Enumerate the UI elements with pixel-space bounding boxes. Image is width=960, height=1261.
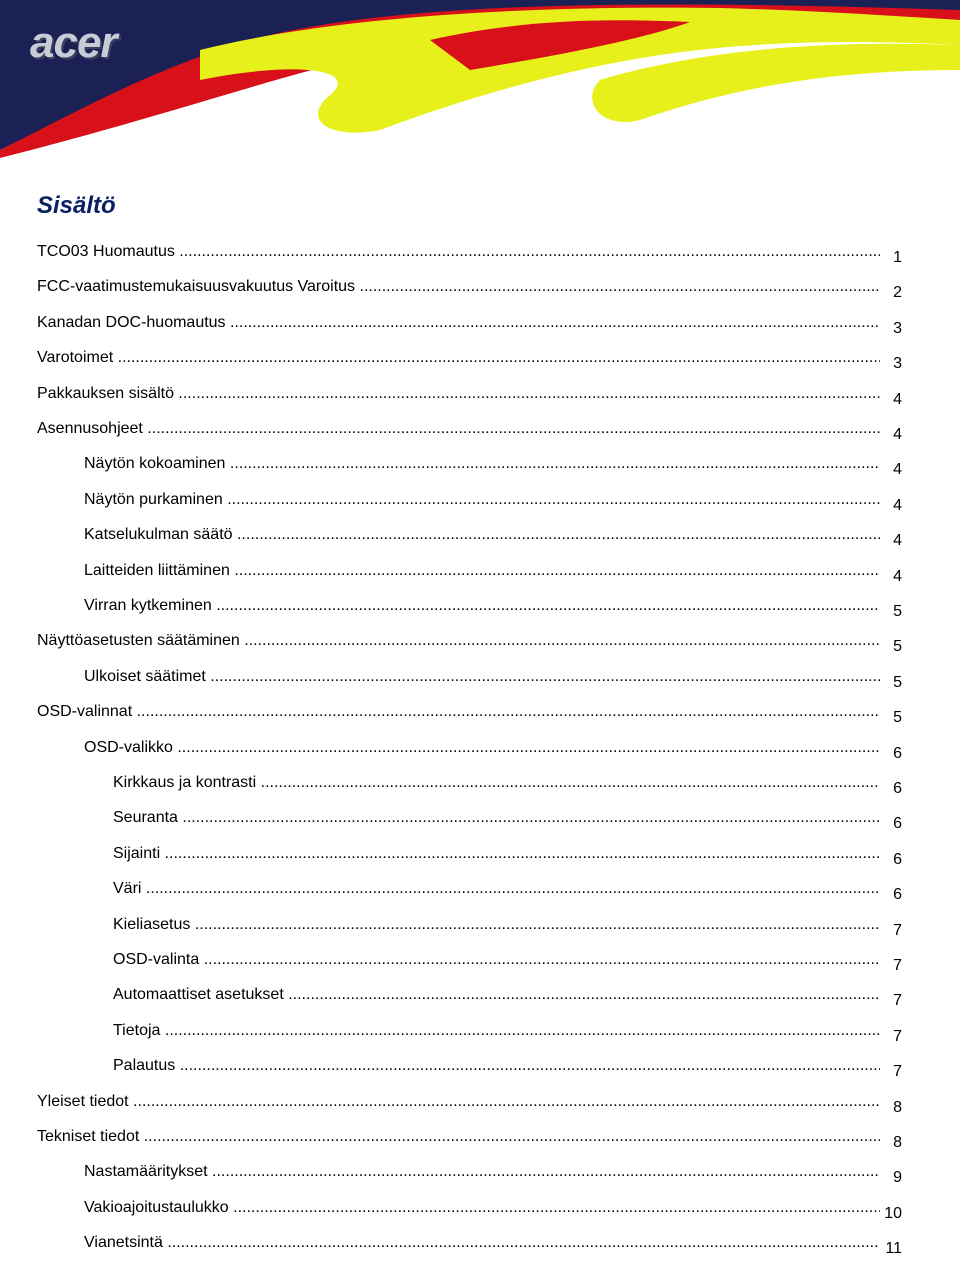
toc-entry-label: Varotoimet ..... xyxy=(37,346,880,370)
toc-entry-label: Laitteiden liittäminen ..... xyxy=(84,559,880,583)
toc-entry-page-number: 6 xyxy=(893,886,902,904)
toc-entry-label: Kanadan DOC-huomautus ..... xyxy=(37,311,880,335)
toc-entry[interactable] xyxy=(0,629,960,659)
toc-entry-label: Tietoja ..... xyxy=(113,1019,880,1043)
toc-entry[interactable] xyxy=(0,559,960,589)
toc-entry-label: OSD-valikko ..... xyxy=(84,736,880,760)
toc-entry-label: Ulkoiset säätimet ..... xyxy=(84,665,880,689)
toc-entry-label: Vakioajoitustaulukko ..... xyxy=(84,1196,880,1220)
toc-entry-label: Yleiset tiedot ..... xyxy=(37,1090,880,1114)
toc-entry[interactable] xyxy=(0,665,960,695)
toc-entry-page-number: 6 xyxy=(893,815,902,833)
toc-entry-label: Sijainti ..... xyxy=(113,842,880,866)
toc-entry[interactable] xyxy=(0,1160,960,1190)
toc-entry[interactable] xyxy=(0,771,960,801)
toc-entry[interactable] xyxy=(0,1090,960,1120)
toc-entry[interactable] xyxy=(0,736,960,766)
toc-entry-page-number: 9 xyxy=(893,1169,902,1187)
toc-entry-label: Asennusohjeet ..... xyxy=(37,417,880,441)
toc-entry[interactable] xyxy=(0,1019,960,1049)
toc-entry[interactable] xyxy=(0,382,960,412)
toc-entry[interactable] xyxy=(0,877,960,907)
toc-entry-label: Katselukulman säätö ..... xyxy=(84,523,880,547)
toc-entry-label: FCC-vaatimustemukaisuusvakuutus Varoitus ..... xyxy=(37,275,880,299)
toc-entry[interactable] xyxy=(0,488,960,518)
toc-entry[interactable] xyxy=(0,1125,960,1155)
toc-entry-page-number: 5 xyxy=(893,638,902,656)
toc-entry-page-number: 7 xyxy=(893,1027,902,1045)
toc-entry[interactable] xyxy=(0,523,960,553)
toc-entry-page-number: 7 xyxy=(893,921,902,939)
toc-entry-page-number: 4 xyxy=(893,532,902,550)
toc-entry-page-number: 8 xyxy=(893,1098,902,1116)
toc-entry-page-number: 1 xyxy=(893,249,902,266)
toc-entry[interactable] xyxy=(0,913,960,943)
page-title: Sisältö xyxy=(37,192,116,219)
toc-entry[interactable] xyxy=(0,842,960,872)
toc-entry[interactable] xyxy=(0,594,960,624)
toc-entry-label: OSD-valinta ..... xyxy=(113,948,880,972)
toc-entry-page-number: 3 xyxy=(893,319,902,337)
toc-entry-page-number: 5 xyxy=(893,673,902,691)
toc-entry-page-number: 4 xyxy=(893,426,902,443)
toc-entry-label: Virran kytkeminen ..... xyxy=(84,594,880,618)
toc-entry[interactable] xyxy=(0,948,960,978)
toc-entry-label: Kirkkaus ja kontrasti ..... xyxy=(113,771,880,795)
toc-entry-page-number: 11 xyxy=(885,1240,902,1258)
toc-entry[interactable] xyxy=(0,700,960,730)
toc-entry-label: Pakkauksen sisältö ..... xyxy=(37,382,880,406)
toc-entry-page-number: 6 xyxy=(893,850,902,868)
toc-entry-label: OSD-valinnat ..... xyxy=(37,700,880,724)
toc-entry[interactable] xyxy=(0,346,960,376)
acer-logo: acer xyxy=(30,18,117,67)
toc-entry-label: Kieliasetus ..... xyxy=(113,913,880,937)
toc-entry-label: Näyttöasetusten säätäminen ..... xyxy=(37,629,880,653)
toc-entry-page-number: 7 xyxy=(893,1063,902,1081)
toc-entry-label: Vianetsintä ..... xyxy=(84,1231,880,1255)
toc-entry-page-number: 8 xyxy=(893,1134,902,1151)
toc-entry-label: Väri ..... xyxy=(113,877,880,901)
toc-entry-page-number: 3 xyxy=(893,355,902,373)
toc-entry-label: TCO03 Huomautus ..... xyxy=(37,240,880,264)
toc-entry-page-number: 7 xyxy=(893,992,902,1010)
banner-artwork xyxy=(0,0,960,160)
toc-entry-page-number: 6 xyxy=(893,744,902,762)
toc-entry-page-number: 4 xyxy=(893,390,902,408)
toc-entry-page-number: 10 xyxy=(884,1204,902,1222)
toc-entry[interactable] xyxy=(0,311,960,341)
toc-entry[interactable] xyxy=(0,806,960,836)
toc-entry-page-number: 5 xyxy=(893,603,902,620)
toc-entry[interactable] xyxy=(0,240,960,270)
toc-entry-page-number: 4 xyxy=(893,567,902,585)
toc-entry[interactable] xyxy=(0,1196,960,1226)
toc-entry-label: Seuranta ..... xyxy=(113,806,880,830)
toc-entry[interactable] xyxy=(0,1054,960,1084)
toc-entry[interactable] xyxy=(0,983,960,1013)
toc-entry-page-number: 2 xyxy=(893,284,902,302)
toc-entry-label: Tekniset tiedot ..... xyxy=(37,1125,880,1149)
toc-entry[interactable] xyxy=(0,275,960,305)
toc-entry[interactable] xyxy=(0,417,960,447)
toc-entry[interactable] xyxy=(0,1231,960,1261)
toc-entry-label: Nastamääritykset ..... xyxy=(84,1160,880,1184)
toc-entry-label: Automaattiset asetukset ..... xyxy=(113,983,880,1007)
toc-entry-page-number: 6 xyxy=(893,780,902,797)
toc-entry-label: Näytön purkaminen ..... xyxy=(84,488,880,512)
toc-entry-label: Näytön kokoaminen ..... xyxy=(84,452,880,476)
toc-entry-page-number: 4 xyxy=(893,496,902,514)
toc-entry-page-number: 5 xyxy=(893,709,902,727)
toc-entry[interactable] xyxy=(0,452,960,482)
toc-entry-page-number: 7 xyxy=(893,957,902,974)
toc-entry-label: Palautus ..... xyxy=(113,1054,880,1078)
header-banner xyxy=(0,0,960,160)
toc-entry-page-number: 4 xyxy=(893,461,902,479)
